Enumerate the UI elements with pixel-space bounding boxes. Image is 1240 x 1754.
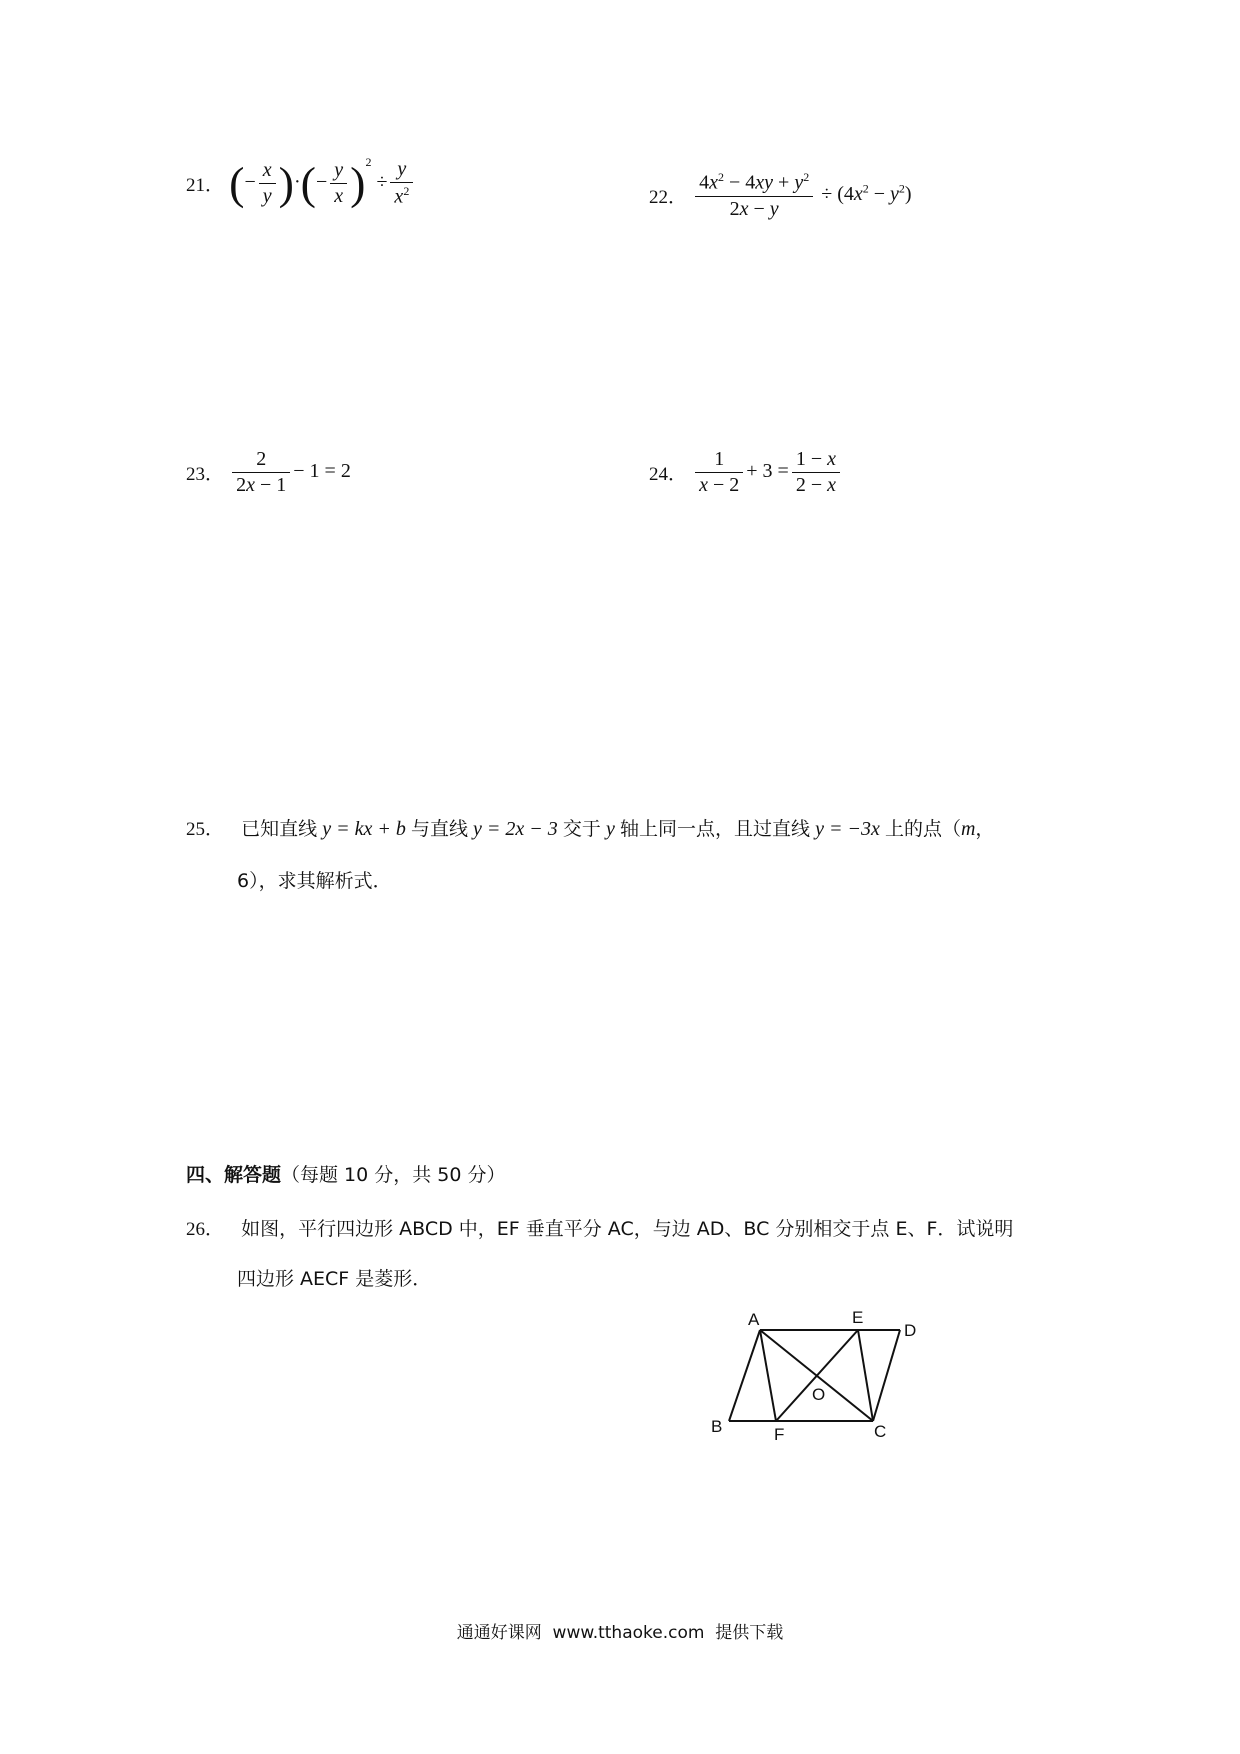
- equation: y = kx + b: [322, 818, 406, 840]
- text: 已知直线: [241, 818, 318, 840]
- diagonal-EF: [776, 1330, 858, 1421]
- section-heading: [186, 1160, 506, 1187]
- expression-21: (− $\frac{x}{y}$ )·(− $\frac{y}{x}$ )$^2$ ÷ $\frac{y}{x^2}$: [229, 171, 416, 193]
- equation: y = 2x − 3: [473, 818, 558, 840]
- expression-24: $\frac{1}{x - 2}$ + 3 = $\frac{1 - x}{2 - x}$: [692, 460, 843, 482]
- label-E: E: [852, 1308, 864, 1327]
- question-number: 24．: [649, 464, 688, 486]
- label-D: D: [904, 1321, 917, 1340]
- parallelogram-figure: [700, 1300, 940, 1450]
- question-22: [649, 170, 912, 221]
- question-number: 25．: [186, 819, 225, 840]
- question-21: [186, 155, 416, 209]
- equation: y = −3x: [815, 818, 880, 840]
- question-26-line-2: 四边形 AECF 是菱形．: [237, 1268, 432, 1290]
- question-number: 21．: [186, 174, 225, 196]
- edge-EC: [858, 1330, 873, 1421]
- expression-23: $\frac{2}{2x - 1}$ − 1 = 2: [229, 460, 351, 482]
- question-24: [649, 448, 843, 497]
- question-26-line-1: [186, 1214, 1013, 1241]
- text: 交于: [562, 818, 601, 840]
- text: 与直线: [410, 818, 468, 840]
- question-number: 26．: [186, 1219, 225, 1240]
- question-number: 23．: [186, 464, 225, 486]
- text: 如图，平行四边形 ABCD 中，EF 垂直平分 AC，与边 AD、BC 分别相交于点 E、F．试说明: [241, 1218, 1014, 1240]
- label-B: B: [711, 1417, 723, 1436]
- label-C: C: [874, 1422, 887, 1441]
- question-number: 22．: [649, 186, 688, 208]
- question-25-line-2: 6），求其解析式．: [237, 870, 392, 892]
- text: 上的点（: [884, 818, 961, 840]
- edge-AB: [729, 1330, 760, 1421]
- question-23: [186, 448, 351, 497]
- section-title: 四、解答题: [186, 1164, 282, 1186]
- label-F: F: [774, 1425, 785, 1444]
- text: ，: [975, 818, 995, 840]
- variable: y: [606, 818, 615, 840]
- text: 轴上同一点，且过直线: [619, 818, 810, 840]
- label-O: O: [812, 1385, 826, 1404]
- variable: m: [960, 818, 976, 840]
- edge-AF: [760, 1330, 776, 1421]
- edge-DC: [873, 1330, 900, 1421]
- expression-22: $\frac{4x^2 - 4xy + y^2}{2x - y}$ ÷ $(4x^2 - y^2)$: [692, 183, 911, 205]
- question-25-line-1: [186, 814, 994, 841]
- label-A: A: [748, 1310, 760, 1329]
- section-note: （每题 10 分，共 50 分）: [281, 1164, 506, 1186]
- page-footer: 通通好课网 www.tthaoke.com 提供下载: [456, 1623, 784, 1643]
